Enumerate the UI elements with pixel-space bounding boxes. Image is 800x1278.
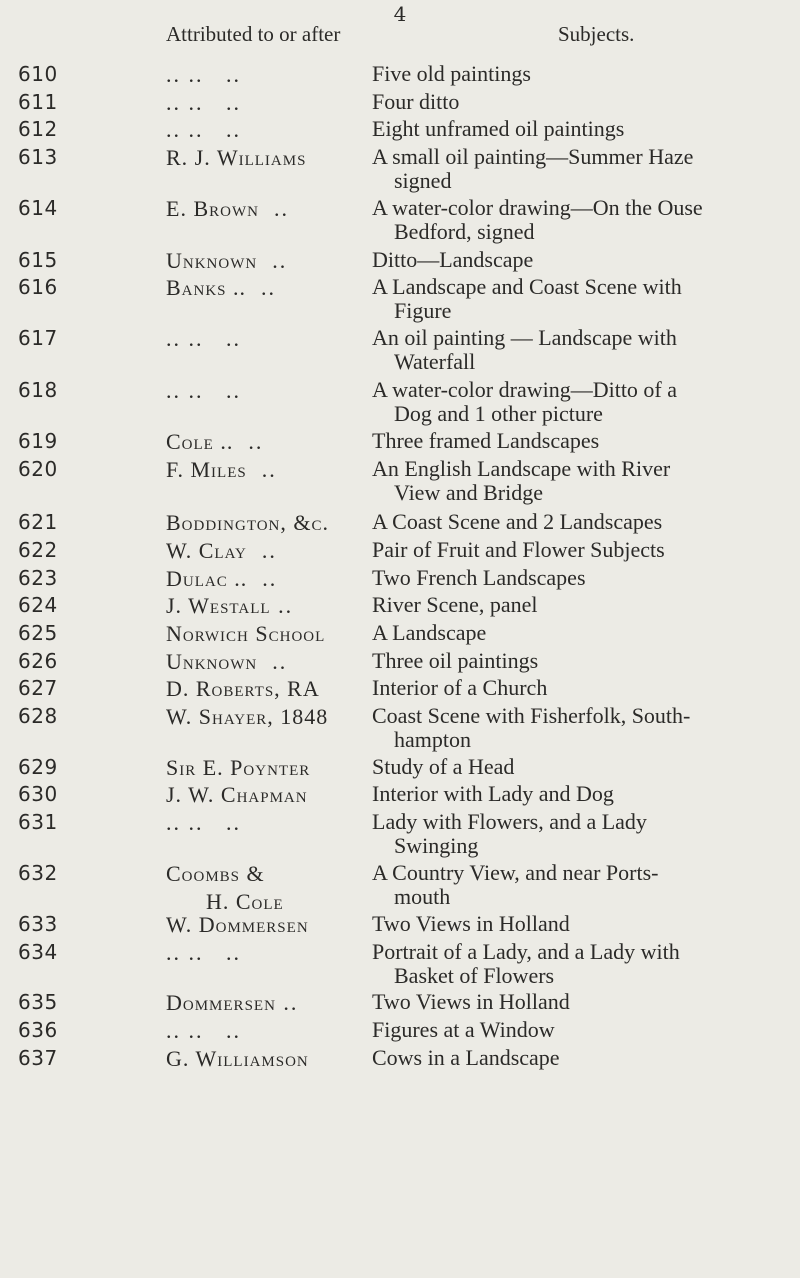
lot-number: 633 bbox=[18, 912, 58, 936]
lot-subject bbox=[372, 248, 786, 272]
lot-artist bbox=[166, 196, 356, 222]
leader-dots: .. bbox=[257, 248, 288, 273]
artist-name: Coombs & bbox=[166, 861, 265, 886]
subject-line: A water-color drawing—On the Ouse bbox=[372, 195, 703, 220]
subject-line: Pair of Fruit and Flower Subjects bbox=[372, 537, 665, 562]
subject-line: Two Views in Holland bbox=[372, 989, 570, 1014]
leader-dots: .. bbox=[257, 649, 288, 674]
lot-subject bbox=[372, 1018, 786, 1042]
lot-subject bbox=[372, 704, 786, 752]
lot-artist bbox=[166, 912, 356, 938]
subject-line: Five old paintings bbox=[372, 61, 531, 86]
artist-name: G. Williamson bbox=[166, 1046, 309, 1071]
lot-number: 631 bbox=[18, 810, 58, 834]
lot-number: 613 bbox=[18, 145, 58, 169]
subject-line: River Scene, panel bbox=[372, 592, 538, 617]
leader-dots: .. .. .. bbox=[166, 326, 241, 351]
lot-number: 625 bbox=[18, 621, 58, 645]
leader-dots: .. bbox=[270, 593, 294, 618]
lot-artist bbox=[166, 429, 356, 455]
lot-subject bbox=[372, 676, 786, 700]
lot-artist bbox=[166, 510, 356, 536]
lot-subject bbox=[372, 810, 786, 858]
leader-dots: .. bbox=[233, 429, 264, 454]
lot-subject bbox=[372, 196, 786, 244]
artist-name: Norwich School bbox=[166, 621, 326, 646]
lot-artist bbox=[166, 145, 356, 171]
lot-number: 619 bbox=[18, 429, 58, 453]
lot-number: 628 bbox=[18, 704, 58, 728]
lot-artist bbox=[166, 378, 356, 404]
page-number: 4 bbox=[393, 2, 407, 26]
lot-artist bbox=[166, 649, 356, 675]
lot-artist bbox=[166, 810, 356, 836]
lot-number: 612 bbox=[18, 117, 58, 141]
lot-artist bbox=[166, 457, 356, 483]
subject-line-continued: mouth bbox=[394, 884, 451, 909]
artist-name: Banks .. bbox=[166, 275, 247, 300]
column-header-subjects: Subjects. bbox=[558, 22, 635, 46]
leader-dots: .. .. .. bbox=[166, 117, 241, 142]
subject-line: A Landscape and Coast Scene with bbox=[372, 274, 682, 299]
lot-artist bbox=[166, 62, 356, 88]
lot-number: 614 bbox=[18, 196, 58, 220]
subject-line: Four ditto bbox=[372, 89, 460, 114]
lot-number: 634 bbox=[18, 940, 58, 964]
lot-artist bbox=[166, 593, 356, 619]
artist-name: Cole .. bbox=[166, 429, 234, 454]
lot-subject bbox=[372, 90, 786, 114]
lot-number: 611 bbox=[18, 90, 58, 114]
artist-name: Dommersen bbox=[166, 990, 276, 1015]
lot-artist bbox=[166, 755, 356, 781]
lot-number: 616 bbox=[18, 275, 58, 299]
lot-number: 624 bbox=[18, 593, 58, 617]
lot-number: 615 bbox=[18, 248, 58, 272]
lot-subject bbox=[372, 275, 786, 323]
lot-number: 629 bbox=[18, 755, 58, 779]
artist-name: Sir E. Poynter bbox=[166, 755, 311, 780]
artist-name: D. Roberts, RA bbox=[166, 676, 320, 701]
leader-dots: .. bbox=[258, 196, 289, 221]
lot-subject bbox=[372, 510, 786, 534]
artist-name: E. Brown bbox=[166, 196, 259, 221]
lot-subject bbox=[372, 861, 786, 909]
lot-subject bbox=[372, 912, 786, 936]
subject-line: An English Landscape with River bbox=[372, 456, 671, 481]
lot-artist bbox=[166, 248, 356, 274]
lot-artist bbox=[166, 275, 356, 301]
lot-subject bbox=[372, 145, 786, 193]
artist-name: W. Clay bbox=[166, 538, 247, 563]
subject-line: An oil painting — Landscape with bbox=[372, 325, 677, 350]
lot-number: 623 bbox=[18, 566, 58, 590]
subject-line: A water-color drawing—Ditto of a bbox=[372, 377, 678, 402]
artist-name: W. Shayer, 1848 bbox=[166, 704, 329, 729]
subject-line-continued: hampton bbox=[394, 727, 471, 752]
leader-dots: .. bbox=[246, 457, 277, 482]
lot-number: 621 bbox=[18, 510, 58, 534]
lot-number: 636 bbox=[18, 1018, 58, 1042]
leader-dots: .. .. .. bbox=[166, 940, 241, 965]
lot-artist bbox=[166, 117, 356, 143]
subject-line-continued: signed bbox=[394, 168, 452, 193]
subject-line-continued: Waterfall bbox=[394, 349, 476, 374]
subject-line-continued: Basket of Flowers bbox=[394, 963, 555, 988]
artist-name: W. Dommersen bbox=[166, 912, 309, 937]
artist-name: Unknown bbox=[166, 248, 258, 273]
lot-number: 620 bbox=[18, 457, 58, 481]
lot-artist bbox=[166, 940, 356, 966]
subject-line: Three oil paintings bbox=[372, 648, 539, 673]
lot-subject bbox=[372, 649, 786, 673]
artist-name: J. Westall bbox=[166, 593, 271, 618]
lot-artist bbox=[166, 704, 356, 730]
subject-line: A small oil painting—Summer Haze bbox=[372, 144, 694, 169]
subject-line-continued: View and Bridge bbox=[394, 480, 543, 505]
subject-line: Eight unframed oil paintings bbox=[372, 116, 625, 141]
lot-subject bbox=[372, 429, 786, 453]
lot-subject bbox=[372, 378, 786, 426]
leader-dots: .. .. .. bbox=[166, 90, 241, 115]
lot-number: 622 bbox=[18, 538, 58, 562]
lot-number: 626 bbox=[18, 649, 58, 673]
leader-dots: .. .. .. bbox=[166, 62, 241, 87]
artist-name: J. W. Chapman bbox=[166, 782, 308, 807]
leader-dots: .. bbox=[246, 275, 277, 300]
subject-line: Coast Scene with Fisherfolk, South- bbox=[372, 703, 691, 728]
subject-line: A Country View, and near Ports- bbox=[372, 860, 659, 885]
lot-artist bbox=[166, 1018, 356, 1044]
lot-subject bbox=[372, 326, 786, 374]
subject-line-continued: Swinging bbox=[394, 833, 479, 858]
lot-number: 617 bbox=[18, 326, 58, 350]
lot-number: 630 bbox=[18, 782, 58, 806]
lot-subject bbox=[372, 755, 786, 779]
lot-subject bbox=[372, 593, 786, 617]
lot-number: 627 bbox=[18, 676, 58, 700]
lot-number: 637 bbox=[18, 1046, 58, 1070]
subject-line: Portrait of a Lady, and a Lady with bbox=[372, 939, 680, 964]
artist-name: R. J. Williams bbox=[166, 145, 307, 170]
lot-subject bbox=[372, 117, 786, 141]
subject-line-continued: Dog and 1 other picture bbox=[394, 401, 603, 426]
leader-dots: .. .. .. bbox=[166, 810, 241, 835]
lot-artist bbox=[166, 676, 356, 702]
leader-dots: .. bbox=[275, 990, 299, 1015]
artist-name-continued: H. Cole bbox=[206, 889, 284, 914]
subject-line: A Landscape bbox=[372, 620, 487, 645]
lot-subject bbox=[372, 62, 786, 86]
leader-dots: .. bbox=[247, 566, 278, 591]
lot-artist bbox=[166, 326, 356, 352]
lot-subject bbox=[372, 457, 786, 505]
artist-name: Dulac .. bbox=[166, 566, 248, 591]
lot-subject bbox=[372, 990, 786, 1014]
subject-line: Study of a Head bbox=[372, 754, 515, 779]
lot-subject bbox=[372, 1046, 786, 1070]
subject-line-continued: Bedford, signed bbox=[394, 219, 535, 244]
lot-artist bbox=[166, 782, 356, 808]
leader-dots: .. .. .. bbox=[166, 1018, 241, 1043]
lot-number: 610 bbox=[18, 62, 58, 86]
lot-artist bbox=[166, 621, 356, 647]
column-header-attributed: Attributed to or after bbox=[166, 22, 341, 46]
leader-dots: .. .. .. bbox=[166, 378, 241, 403]
lot-artist bbox=[166, 538, 356, 564]
subject-line: Two Views in Holland bbox=[372, 911, 570, 936]
lot-artist bbox=[166, 990, 356, 1016]
artist-name: Boddington, &c. bbox=[166, 510, 330, 535]
subject-line: Interior of a Church bbox=[372, 675, 548, 700]
lot-number: 632 bbox=[18, 861, 58, 885]
subject-line: A Coast Scene and 2 Landscapes bbox=[372, 509, 663, 534]
subject-line: Ditto—Landscape bbox=[372, 247, 534, 272]
subject-line-continued: Figure bbox=[394, 298, 452, 323]
lot-subject bbox=[372, 538, 786, 562]
lot-subject bbox=[372, 782, 786, 806]
artist-name: F. Miles bbox=[166, 457, 247, 482]
subject-line: Two French Landscapes bbox=[372, 565, 586, 590]
subject-line: Cows in a Landscape bbox=[372, 1045, 560, 1070]
lot-artist bbox=[166, 90, 356, 116]
lot-artist bbox=[166, 1046, 356, 1072]
subject-line: Interior with Lady and Dog bbox=[372, 781, 614, 806]
lot-subject bbox=[372, 566, 786, 590]
lot-artist bbox=[166, 861, 356, 915]
leader-dots: .. bbox=[246, 538, 277, 563]
lot-number: 635 bbox=[18, 990, 58, 1014]
artist-name: Unknown bbox=[166, 649, 258, 674]
subject-line: Lady with Flowers, and a Lady bbox=[372, 809, 647, 834]
subject-line: Three framed Landscapes bbox=[372, 428, 600, 453]
lot-artist bbox=[166, 566, 356, 592]
lot-number: 618 bbox=[18, 378, 58, 402]
subject-line: Figures at a Window bbox=[372, 1017, 555, 1042]
lot-subject bbox=[372, 940, 786, 988]
lot-subject bbox=[372, 621, 786, 645]
